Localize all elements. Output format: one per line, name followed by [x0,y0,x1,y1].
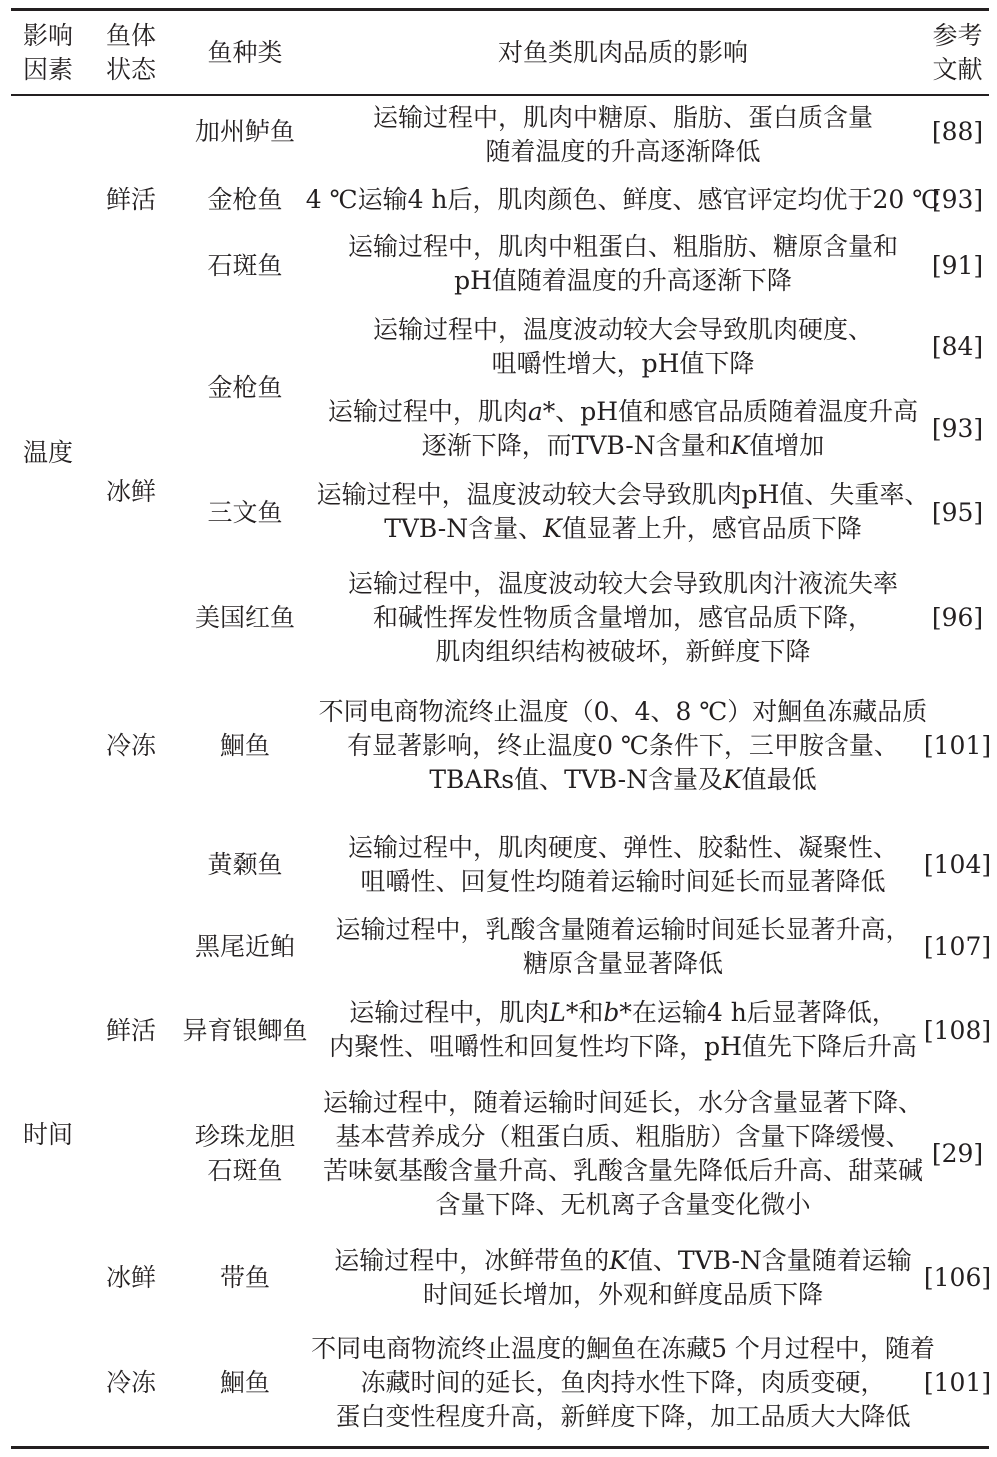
effect-cell: 运输过程中，乳酸含量随着运输时间延长显著升高， 糖原含量显著降低 [335,915,911,978]
species-cell: 黄颡鱼 [207,850,283,879]
state-time-frozen: 冷冻 [105,1368,156,1397]
species-cell: 三文鱼 [207,498,283,527]
ref-cell: [91] [931,251,984,280]
species-cell: 鮰鱼 [219,731,270,760]
header-factor: 影响 因素 [22,21,73,84]
effect-cell: 运输过程中，随着运输时间延长，水分含量显著下降、 基本营养成分（粗蛋白质、粗脂肪）含量下降缓慢、 苦味氨基酸含量升高、乳酸含量先降低后升高、甜菜碱 含量下降、无机离子含量变化微小 [322,1088,923,1219]
effect-cell: 运输过程中，温度波动较大会导致肌肉pH值、失重率、 TVB-N含量、K值显著上升，感官品质下降 [316,480,930,543]
effect-cell: 运输过程中，肌肉硬度、弹性、胶黏性、凝聚性、 咀嚼性、回复性均随着运输时间延长而显著降低 [347,833,898,896]
state-time-live: 鲜活 [105,1016,156,1045]
ref-cell: [101] [923,731,992,760]
species-cell: 黑尾近鲌 [194,932,295,961]
effect-cell: 运输过程中，肌肉中糖原、脂肪、蛋白质含量 随着温度的升高逐渐降低 [372,103,873,166]
species-cell: 带鱼 [219,1263,270,1292]
species-cell: 异育银鲫鱼 [182,1016,308,1045]
ref-cell: [93] [931,185,984,214]
effect-cell: 运输过程中，肌肉L*和b*在运输4 h后显著降低， 内聚性、咀嚼性和回复性均下降，pH值先下降后升高 [329,998,917,1061]
species-cell: 美国红鱼 [194,603,295,632]
state-temp-frozen: 冷冻 [105,731,156,760]
ref-cell: [88] [931,117,984,146]
bottom-rule [11,1446,989,1449]
species-cell: 金枪鱼 [207,185,283,214]
effect-cell: 运输过程中，温度波动较大会导致肌肉硬度、 咀嚼性增大，pH值下降 [372,315,873,378]
state-time-chilled: 冰鲜 [105,1263,156,1292]
effect-cell: 运输过程中，肌肉中粗蛋白、粗脂肪、糖原含量和 pH值随着温度的升高逐渐下降 [347,232,898,295]
header-state: 鱼体 状态 [105,21,156,84]
species-cell: 加州鲈鱼 [194,117,295,146]
ref-cell: [95] [931,498,984,527]
effect-cell: 4 ℃运输4 h后，肌肉颜色、鲜度、感官评定均优于20 ℃ [305,185,941,214]
species-cell: 石斑鱼 [207,251,283,280]
ref-cell: [107] [923,932,992,961]
header-rule [11,94,989,96]
effect-cell: 不同电商物流终止温度（0、4、8 ℃）对鮰鱼冻藏品质 有显著影响，终止温度0 ℃条件下，三甲胺含量、 TBARs值、TVB-N含量及K值最低 [318,697,928,794]
ref-cell: [104] [923,850,992,879]
top-rule [11,8,989,11]
ref-cell: [96] [931,603,984,632]
effect-cell: 运输过程中，温度波动较大会导致肌肉汁液流失率 和碱性挥发性物质含量增加，感官品质下降， 肌肉组织结构被破坏，新鲜度下降 [347,569,898,666]
header-species: 鱼种类 [207,38,283,67]
ref-cell: [106] [923,1263,992,1292]
state-temp-live: 鲜活 [105,185,156,214]
ref-cell: [108] [923,1016,992,1045]
effect-cell: 运输过程中，肌肉a*、pH值和感官品质随着温度升高 逐渐下降，而TVB-N含量和K值增加 [327,397,919,460]
header-effect: 对鱼类肌肉品质的影响 [497,38,748,67]
species-cell: 鮰鱼 [219,1368,270,1397]
species-cell: 金枪鱼 [207,373,283,402]
ref-cell: [101] [923,1368,992,1397]
species-cell: 珍珠龙胆 石斑鱼 [194,1122,295,1185]
state-temp-chilled: 冰鲜 [105,477,156,506]
ref-cell: [93] [931,414,984,443]
factor-time: 时间 [22,1120,73,1149]
header-ref: 参考 文献 [932,21,983,84]
ref-cell: [29] [931,1139,984,1168]
ref-cell: [84] [931,332,984,361]
effect-cell: 不同电商物流终止温度的鮰鱼在冻藏5 个月过程中，随着 冻藏时间的延长，鱼肉持水性下降，肉质变硬， 蛋白变性程度升高，新鲜度下降，加工品质大大降低 [311,1334,935,1431]
effect-cell: 运输过程中，冰鲜带鱼的K值、TVB-N含量随着运输 时间延长增加，外观和鲜度品质下降 [334,1246,912,1309]
factor-temperature: 温度 [22,438,73,467]
